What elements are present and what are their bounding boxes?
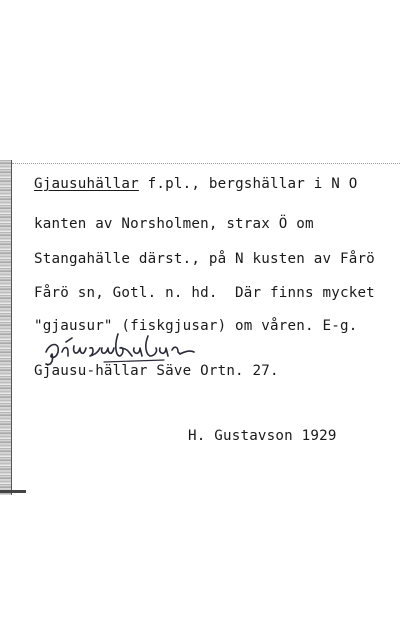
entry-line-1 bbox=[34, 175, 357, 193]
card-left-border bbox=[11, 160, 12, 495]
entry-line-4: Fårö sn, Gotl. n. hd. Där finns mycket bbox=[34, 285, 375, 301]
author-signature-line: H. Gustavson 1929 bbox=[188, 428, 337, 444]
entry-line-3: Stangahälle därst., på N kusten av Fårö bbox=[34, 251, 375, 267]
entry-line-7: Gjausu-hällar Säve Ortn. 27. bbox=[34, 363, 279, 379]
card-corner-mark bbox=[0, 490, 26, 493]
headword: Gjausuhällar bbox=[34, 176, 139, 192]
handwritten-form bbox=[44, 332, 244, 366]
entry-line-5: "gjausur" (fiskgjusar) om våren. E-g. bbox=[34, 318, 358, 334]
card-top-border bbox=[12, 163, 400, 164]
headword-definition: f.pl., bergshällar i N O bbox=[138, 176, 358, 192]
entry-line-2: kanten av Norsholmen, strax Ö om bbox=[34, 216, 314, 232]
